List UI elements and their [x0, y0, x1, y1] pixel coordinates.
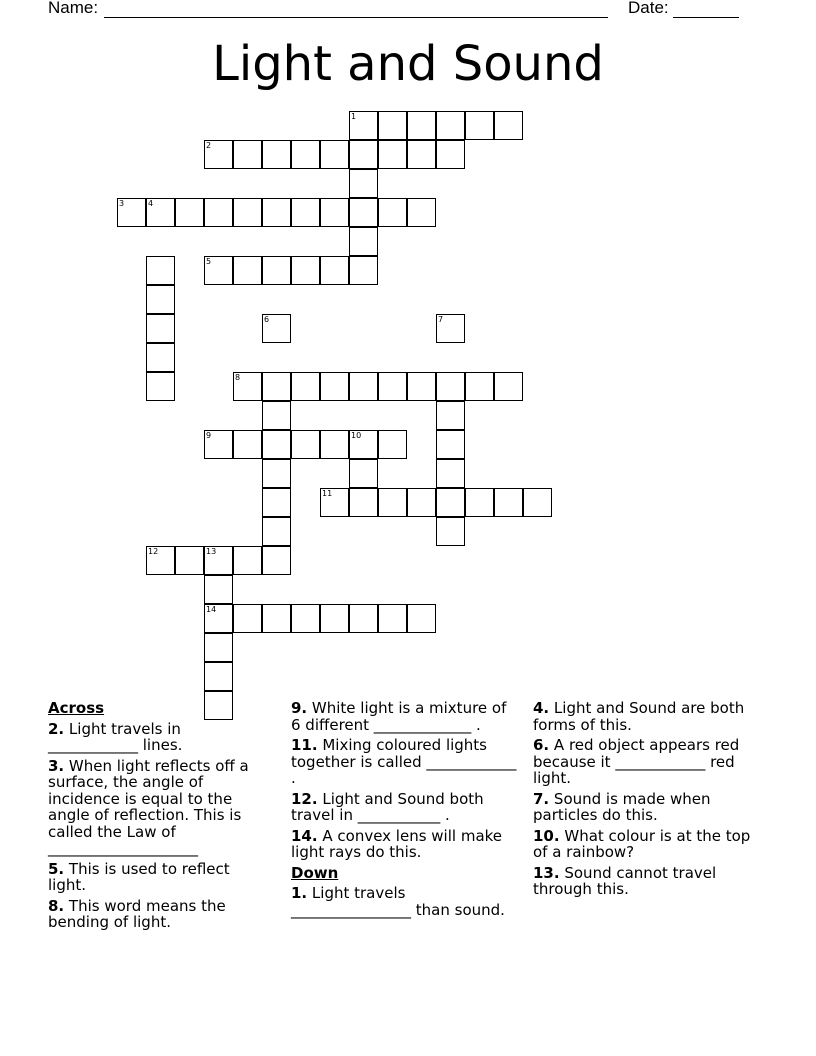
grid-cell[interactable] [320, 430, 349, 459]
grid-cell[interactable] [146, 256, 175, 285]
grid-cell[interactable] [320, 256, 349, 285]
grid-cell[interactable] [436, 372, 465, 401]
grid-cell[interactable] [349, 372, 378, 401]
grid-cell[interactable] [465, 488, 494, 517]
grid-cell[interactable] [262, 314, 291, 343]
clue-down-4: 4. Light and Sound are both forms of this. [533, 699, 745, 734]
grid-cell[interactable] [262, 546, 291, 575]
grid-cell[interactable] [436, 314, 465, 343]
grid-cell[interactable] [204, 430, 233, 459]
clues-column-3 [533, 700, 761, 902]
grid-cell[interactable] [436, 430, 465, 459]
grid-cell[interactable] [465, 111, 494, 140]
clue-number: 10 [351, 431, 362, 440]
grid-cell[interactable] [146, 314, 175, 343]
clue-across-5: 5. This is used to reflect light. [48, 859, 230, 894]
grid-cell[interactable] [349, 256, 378, 285]
grid-cell[interactable] [349, 227, 378, 256]
grid-cell[interactable] [262, 488, 291, 517]
grid-cell[interactable] [262, 256, 291, 285]
date-label: Date: [628, 0, 674, 17]
grid-cell[interactable] [320, 604, 349, 633]
grid-cell[interactable] [291, 372, 320, 401]
clues-column-1 [48, 700, 260, 935]
grid-cell[interactable] [233, 546, 262, 575]
grid-cell[interactable] [262, 517, 291, 546]
grid-cell[interactable] [175, 198, 204, 227]
clue-number: 12 [148, 547, 159, 556]
clue-across-12: 12. Light and Sound both travel in ___________ . [291, 789, 484, 824]
clue-number: 6 [264, 315, 270, 324]
clue-number: 2 [206, 141, 212, 150]
grid-cell[interactable] [436, 111, 465, 140]
grid-cell[interactable] [378, 488, 407, 517]
clues-column-2 [291, 700, 517, 922]
name-label: Name: [48, 0, 103, 17]
grid-cell[interactable] [233, 604, 262, 633]
across-heading: Across [48, 699, 105, 717]
page-title: Light and Sound [212, 36, 604, 92]
grid-cell[interactable] [378, 430, 407, 459]
clue-number: 4 [148, 199, 154, 208]
grid-cell[interactable] [349, 488, 378, 517]
grid-cell[interactable] [378, 140, 407, 169]
grid-cell[interactable] [262, 459, 291, 488]
grid-cell[interactable] [204, 662, 233, 691]
grid-cell[interactable] [378, 372, 407, 401]
clue-across-9: 9. White light is a mixture of 6 different _____________ . [291, 699, 507, 734]
grid-cell[interactable] [262, 198, 291, 227]
clue-down-1: 1. Light travels ________________ than sound. [291, 884, 505, 919]
clue-number: 14 [206, 605, 217, 614]
grid-cell[interactable] [146, 198, 175, 227]
grid-cell[interactable] [349, 604, 378, 633]
clue-across-3: 3. When light reflects off a surface, the angle of incidence is equal to the angle of reflection. This is called the Law of ____________________ [48, 756, 249, 857]
grid-cell[interactable] [262, 401, 291, 430]
grid-cell[interactable] [523, 488, 552, 517]
grid-cell[interactable] [204, 198, 233, 227]
grid-cell[interactable] [465, 372, 494, 401]
grid-cell[interactable] [117, 198, 146, 227]
grid-cell[interactable] [407, 488, 436, 517]
grid-cell[interactable] [320, 372, 349, 401]
grid-cell[interactable] [349, 459, 378, 488]
grid-cell[interactable] [320, 140, 349, 169]
grid-cell[interactable] [146, 285, 175, 314]
grid-cell[interactable] [378, 604, 407, 633]
grid-cell[interactable] [436, 401, 465, 430]
clue-down-6: 6. A red object appears red because it ____________ red light. [533, 736, 740, 787]
clue-number: 1 [351, 112, 357, 121]
grid-cell[interactable] [233, 372, 262, 401]
grid-cell[interactable] [291, 256, 320, 285]
clue-across-8: 8. This word means the bending of light. [48, 896, 226, 931]
grid-cell[interactable] [436, 140, 465, 169]
grid-cell[interactable] [262, 604, 291, 633]
grid-cell[interactable] [320, 488, 349, 517]
grid-cell[interactable] [291, 198, 320, 227]
clue-number: 11 [322, 489, 333, 498]
grid-cell[interactable] [262, 140, 291, 169]
grid-cell[interactable] [291, 140, 320, 169]
grid-cell[interactable] [436, 488, 465, 517]
clue-number: 8 [235, 373, 241, 382]
grid-cell[interactable] [378, 111, 407, 140]
grid-cell[interactable] [349, 169, 378, 198]
grid-cell[interactable] [204, 633, 233, 662]
grid-cell[interactable] [436, 459, 465, 488]
grid-cell[interactable] [291, 604, 320, 633]
grid-cell[interactable] [378, 198, 407, 227]
clue-number: 9 [206, 431, 212, 440]
grid-cell[interactable] [204, 604, 233, 633]
grid-cell[interactable] [262, 430, 291, 459]
grid-cell[interactable] [175, 546, 204, 575]
down-heading: Down [291, 863, 339, 882]
grid-cell[interactable] [146, 372, 175, 401]
grid-cell[interactable] [204, 546, 233, 575]
grid-cell[interactable] [233, 256, 262, 285]
clue-across-14: 14. A convex lens will make light rays do this. [291, 826, 503, 861]
clue-down-10: 10. What colour is at the top of a rainbow? [533, 826, 751, 861]
grid-cell[interactable] [233, 198, 262, 227]
grid-cell[interactable] [407, 372, 436, 401]
grid-cell[interactable] [494, 488, 523, 517]
grid-cell[interactable] [291, 430, 320, 459]
clue-number: 13 [206, 547, 217, 556]
grid-cell[interactable] [494, 111, 523, 140]
clue-across-11: 11. Mixing coloured lights together is called ____________ . [291, 736, 517, 787]
grid-cell[interactable] [349, 111, 378, 140]
grid-cell[interactable] [204, 575, 233, 604]
clue-down-7: 7. Sound is made when particles do this. [533, 789, 711, 824]
grid-cell[interactable] [146, 546, 175, 575]
grid-cell[interactable] [320, 198, 349, 227]
clue-number: 7 [438, 315, 444, 324]
grid-cell[interactable] [146, 343, 175, 372]
grid-cell[interactable] [349, 140, 378, 169]
clue-number: 3 [119, 199, 125, 208]
grid-cell[interactable] [233, 140, 262, 169]
grid-cell[interactable] [262, 372, 291, 401]
grid-cell[interactable] [407, 111, 436, 140]
grid-cell[interactable] [407, 140, 436, 169]
clue-across-2: 2. Light travels in ____________ lines. [48, 719, 183, 754]
clue-down-13: 13. Sound cannot travel through this. [533, 863, 717, 898]
grid-cell[interactable] [407, 604, 436, 633]
clue-number: 5 [206, 257, 212, 266]
grid-cell[interactable] [233, 430, 262, 459]
grid-cell[interactable] [204, 256, 233, 285]
grid-cell[interactable] [436, 517, 465, 546]
grid-cell[interactable] [204, 140, 233, 169]
grid-cell[interactable] [349, 430, 378, 459]
grid-cell[interactable] [494, 372, 523, 401]
grid-cell[interactable] [407, 198, 436, 227]
grid-cell[interactable] [349, 198, 378, 227]
